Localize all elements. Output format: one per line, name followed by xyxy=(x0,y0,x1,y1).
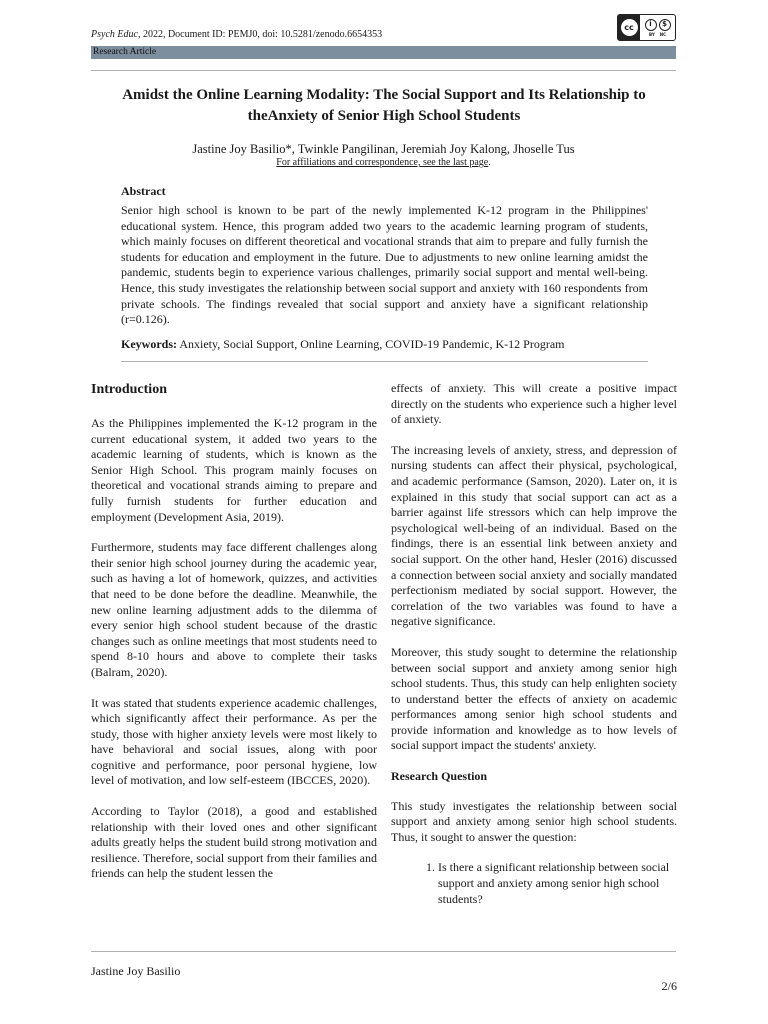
keywords-label: Keywords: xyxy=(121,337,177,351)
article-type-bar: Research Article xyxy=(91,46,676,59)
nc-label: NC xyxy=(659,31,667,37)
paragraph: As the Philippines implemented the K-12 program in the current educational system, it added two years to the academic learning of students, which is known as the Senior High School. This program mainly focuses on theoretical and vocational strands aiming to prepare and fully furnish students for further education and employment (Development Asia, 2019). xyxy=(91,416,377,524)
paragraph: effects of anxiety. This will create a positive impact directly on the students who experience such a higher level of anxiety. xyxy=(391,381,677,427)
page-number: 2/6 xyxy=(661,979,677,993)
paper-title xyxy=(100,85,668,127)
abstract-body: Senior high school is known to be part of the newly implemented K-12 program in the Philippines' educational system. Hence, this program added two years to the academic learning program of students, which mainly focuses on different theoretical and vocational strands that aim to prepare and fully furnish the students for education and employment in the future. Due to adjustments to new online learning amidst the pandemic, students begin to experience various challenges, primarily social support and mental well-being. Hence, this study investigates the relationship between social support and anxiety with 160 respondents from private schools. The findings revealed that social support and anxiety have a significant relationship (r=0.126). xyxy=(121,203,648,327)
paragraph: According to Taylor (2018), a good and established relationship with their loved ones and other significant adults greatly helps the student build strong motivation and resilience. Therefore, social support from their families and friends can help the student lessen the xyxy=(91,804,377,881)
paragraph: It was stated that students experience academic challenges, which significantly affect their performance. As per the study, those with higher anxiety levels were most likely to have behavioral and social issues, along with poor cognitive and performance, poor personal hygiene, low level of motivation, and low self-esteem (IBCCES, 2020). xyxy=(91,695,377,788)
affiliation-note[interactable]: For affiliations and correspondence, see the last page. xyxy=(276,157,491,168)
keywords-divider xyxy=(121,361,648,362)
cc-icon: cc xyxy=(621,19,638,36)
keywords-list: Anxiety, Social Support, Online Learning, COVID-19 Pandemic, K-12 Program xyxy=(177,337,565,351)
paragraph: Furthermore, students may face different challenges along their senior high school journey during the academic year, such as having a lot of homework, quizzes, and activities that need to be done before the deadline. Meanwhile, the new online learning adjustment adds to the dilemma of every senior high school student because of the drastic changes such as online meetings that most students need to spend 8-10 hours and above to complete their tasks (Balram, 2020). xyxy=(91,540,377,679)
noncommercial-icon: $ xyxy=(659,19,671,31)
journal-name: Psych Educ xyxy=(91,29,138,40)
footer-author: Jastine Joy Basilio xyxy=(91,964,181,978)
introduction-heading: Introduction xyxy=(91,382,167,397)
title-line-2: theAnxiety of Senior High School Students xyxy=(247,108,521,124)
research-question-heading: Research Question xyxy=(391,769,488,784)
left-column xyxy=(91,378,377,897)
footer-divider xyxy=(91,951,676,952)
header-divider xyxy=(91,70,676,71)
citation-details: , 2022, Document ID: PEMJ0, doi: 10.5281/zenodo.6654353 xyxy=(137,29,383,40)
abstract-heading: Abstract xyxy=(121,184,166,198)
affiliation-link[interactable]: For affiliations and correspondence, see the last page xyxy=(276,157,489,168)
paragraph: The increasing levels of anxiety, stress, and depression of nursing students can affect their physical, psychological, and academic performance (Samson, 2020). Later on, it is explained in this study that social support can act as a barrier against life stressors which can help improve the psychological well-being of an individual. Based on the findings, there is an essential link between anxiety and social support. On the other hand, Hesler (2016) discussed a connection between social anxiety and socially mandated perfectionism mediated by social support. However, the correlation of the two variables was found to have a negative significance. xyxy=(391,442,677,629)
paragraph: Moreover, this study sought to determine the relationship between social support and anxiety among senior high school students. Thus, this study can help enlighten society to understand better the effects of anxiety on academic performances among senior high school students and provide information and knowledge as to how levels of social support impact the students' anxiety. xyxy=(391,644,677,753)
by-label: BY xyxy=(648,31,655,37)
author-list: Jastine Joy Basilio*, Twinkle Pangilinan, Jeremiah Joy Kalong, Jhoselle Tus xyxy=(192,142,575,156)
citation-line xyxy=(91,28,382,41)
title-line-1: Amidst the Online Learning Modality: The Social Support and Its Relationship to xyxy=(122,87,646,103)
research-question-list xyxy=(391,860,677,907)
research-question-intro: This study investigates the relationship between social support and anxiety among senior high school students. Thus, it sought to answer the question: xyxy=(391,798,677,844)
attribution-icon: i xyxy=(645,19,657,31)
research-question-item: 1. Is there a significant relationship between social support and anxiety among senior high school students? xyxy=(426,860,670,906)
cc-license-badge[interactable] xyxy=(617,14,676,41)
keywords xyxy=(121,337,648,352)
right-column xyxy=(391,381,677,907)
